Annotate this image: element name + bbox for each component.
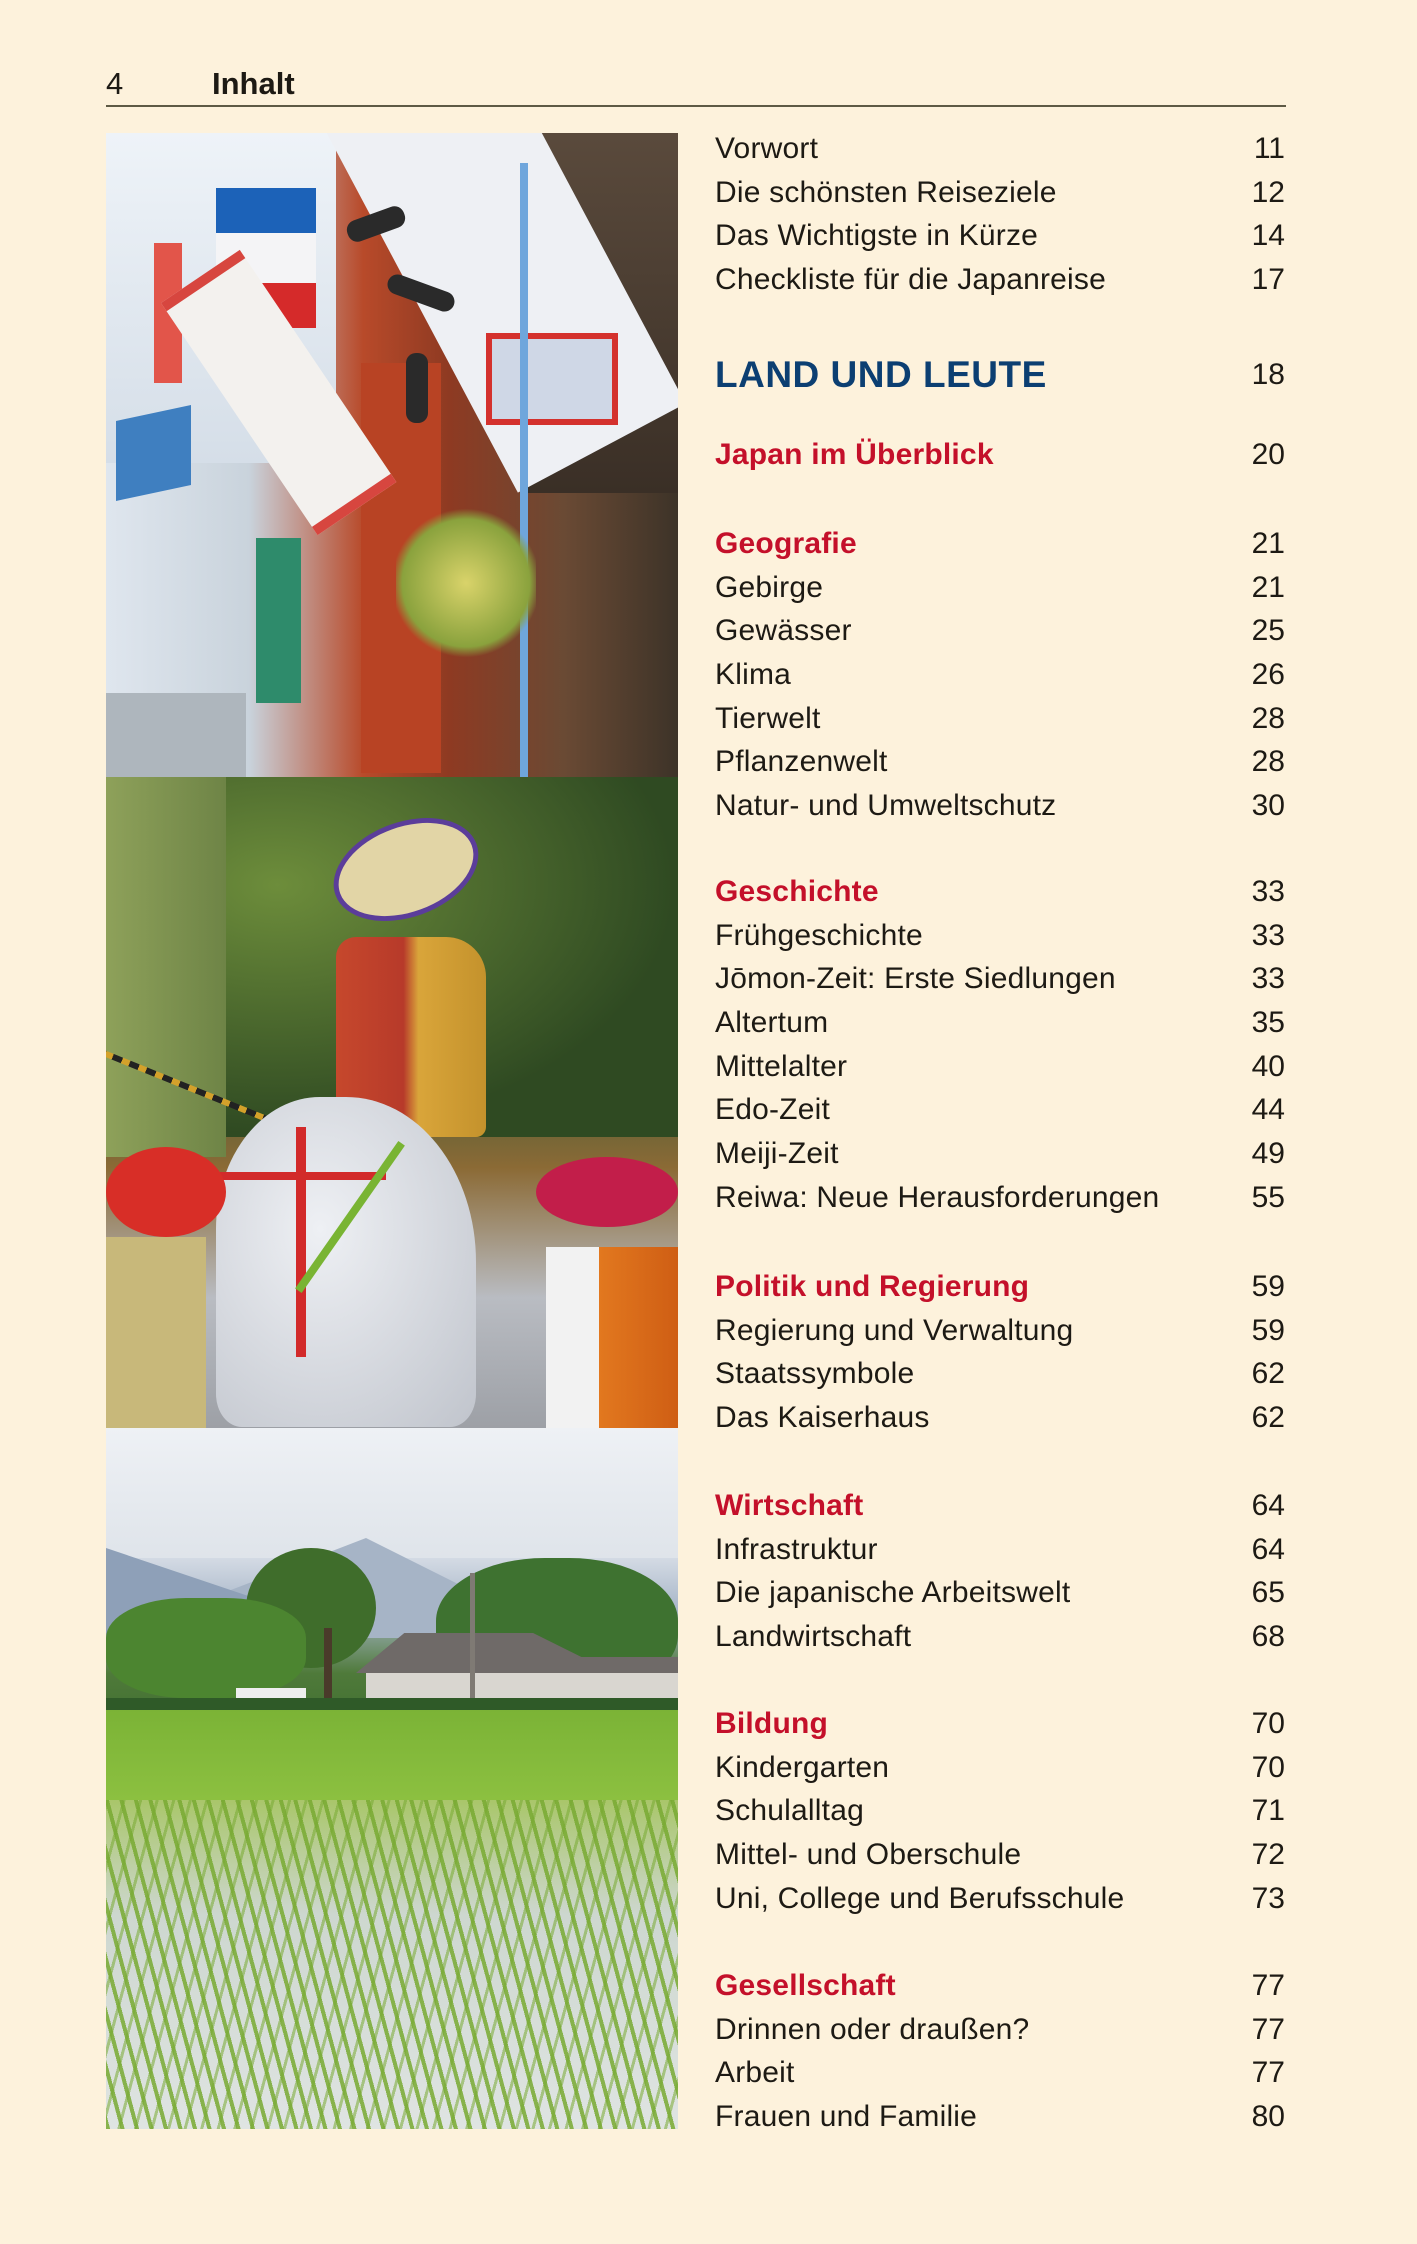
toc-entry-title: Das Kaiserhaus xyxy=(715,1401,930,1435)
section-heading[interactable] xyxy=(715,1702,1285,1746)
toc-entry[interactable] xyxy=(715,1176,1285,1220)
toc-entry-title: Gebirge xyxy=(715,570,824,604)
toc-entry-page: 62 xyxy=(1251,1401,1285,1435)
page-number: 4 xyxy=(106,66,124,101)
toc-entry-page: 77 xyxy=(1251,2056,1285,2090)
section-page: 33 xyxy=(1251,875,1285,908)
toc-entry-title: Arbeit xyxy=(715,2056,795,2090)
toc-part-heading xyxy=(715,353,1285,397)
toc-section-japan-im-ueberblick[interactable] xyxy=(715,433,1285,477)
toc-entry-page: 65 xyxy=(1251,1576,1285,1610)
toc-entry-title: Drinnen oder draußen? xyxy=(715,2012,1030,2046)
photo-yabusame-rider xyxy=(106,777,678,1428)
toc-entry-page: 73 xyxy=(1251,1881,1285,1915)
toc-entry-page: 44 xyxy=(1251,1093,1285,1127)
section-page: 20 xyxy=(1251,438,1285,471)
section-title: Bildung xyxy=(715,1707,829,1740)
toc-entry-title: Schulalltag xyxy=(715,1794,864,1828)
section-heading[interactable] xyxy=(715,1265,1285,1309)
section-title: Geografie xyxy=(715,527,857,560)
toc-entry-page: 28 xyxy=(1251,745,1285,779)
section-page: 59 xyxy=(1251,1270,1285,1303)
toc-entry[interactable] xyxy=(715,2095,1285,2139)
photo-street-banners xyxy=(106,133,678,777)
toc-section-gesellschaft xyxy=(715,1964,1285,2139)
toc-entry-title: Altertum xyxy=(715,1006,829,1040)
toc-entry[interactable] xyxy=(715,1001,1285,1045)
toc-entry-title: Checkliste für die Japanreise xyxy=(715,263,1106,297)
toc-entry[interactable] xyxy=(715,566,1285,610)
toc-entry-page: 26 xyxy=(1251,658,1285,692)
toc-entry-page: 64 xyxy=(1251,1532,1285,1566)
toc-entry-page: 71 xyxy=(1251,1794,1285,1828)
toc-entry[interactable] xyxy=(715,127,1285,171)
running-title: Inhalt xyxy=(212,66,295,101)
toc-entry[interactable] xyxy=(715,2008,1285,2052)
toc-entry-title: Kindergarten xyxy=(715,1750,890,1784)
section-title: Politik und Regierung xyxy=(715,1270,1030,1303)
toc-entry[interactable] xyxy=(715,609,1285,653)
toc-entry-title: Gewässer xyxy=(715,614,852,648)
toc-entry[interactable] xyxy=(715,214,1285,258)
toc-entry-page: 33 xyxy=(1251,962,1285,996)
toc-entry-page: 30 xyxy=(1251,789,1285,823)
toc-entry-title: Reiwa: Neue Herausforderungen xyxy=(715,1180,1160,1214)
part-title: LAND UND LEUTE xyxy=(715,354,1047,395)
toc-entry-page: 17 xyxy=(1251,263,1285,297)
toc-entry[interactable] xyxy=(715,1045,1285,1089)
toc-entry[interactable] xyxy=(715,740,1285,784)
toc-entry-page: 35 xyxy=(1251,1006,1285,1040)
toc-entry[interactable] xyxy=(715,258,1285,302)
toc-entry-page: 21 xyxy=(1251,570,1285,604)
photo-rice-field xyxy=(106,1428,678,2129)
toc-entry-title: Mittel- und Oberschule xyxy=(715,1838,1022,1872)
toc-entry-title: Regierung und Verwaltung xyxy=(715,1313,1074,1347)
part-page: 18 xyxy=(1251,358,1285,391)
toc-entry-title: Frühgeschichte xyxy=(715,918,923,952)
toc-entry-title: Uni, College und Berufsschule xyxy=(715,1881,1125,1915)
toc-entry-title: Klima xyxy=(715,658,792,692)
toc-entry[interactable] xyxy=(715,1352,1285,1396)
toc-entry[interactable] xyxy=(715,957,1285,1001)
toc-entry[interactable] xyxy=(715,653,1285,697)
section-heading[interactable] xyxy=(715,1964,1285,2008)
toc-entry-page: 62 xyxy=(1251,1357,1285,1391)
toc-entry-page: 12 xyxy=(1251,175,1285,209)
toc-entry-title: Tierwelt xyxy=(715,701,821,735)
toc-entry-page: 59 xyxy=(1251,1313,1285,1347)
section-page: 21 xyxy=(1251,527,1285,560)
toc-entry-title: Vorwort xyxy=(715,132,819,165)
toc-entry-title: Die schönsten Reiseziele xyxy=(715,175,1057,209)
toc-entry-title: Das Wichtigste in Kürze xyxy=(715,219,1039,253)
toc-entry[interactable] xyxy=(715,914,1285,958)
toc-section-bildung xyxy=(715,1702,1285,1920)
toc-entry-title: Pflanzenwelt xyxy=(715,745,888,779)
toc-entry[interactable] xyxy=(715,697,1285,741)
section-page: 70 xyxy=(1251,1707,1285,1740)
toc-entry[interactable] xyxy=(715,1571,1285,1615)
toc-entry[interactable] xyxy=(715,1088,1285,1132)
section-heading[interactable] xyxy=(715,870,1285,914)
toc-entry[interactable] xyxy=(715,1132,1285,1176)
toc-section-politik xyxy=(715,1265,1285,1440)
toc-overview xyxy=(715,433,1285,477)
toc-entry[interactable] xyxy=(715,1746,1285,1790)
toc-entry-page: 25 xyxy=(1251,614,1285,648)
toc-entry-page: 72 xyxy=(1251,1838,1285,1872)
section-title: Gesellschaft xyxy=(715,1969,896,2002)
toc-entry-page: 70 xyxy=(1251,1750,1285,1784)
toc-entry[interactable] xyxy=(715,1789,1285,1833)
toc-entry[interactable] xyxy=(715,1396,1285,1440)
toc-entry-title: Frauen und Familie xyxy=(715,2100,978,2134)
section-title: Geschichte xyxy=(715,875,879,908)
toc-entry-page: 49 xyxy=(1251,1137,1285,1171)
toc-entry[interactable] xyxy=(715,1615,1285,1659)
section-title: Wirtschaft xyxy=(715,1489,864,1522)
toc-entry-page: 11 xyxy=(1253,132,1285,165)
toc-entry-page: 55 xyxy=(1251,1180,1285,1214)
toc-entry-page: 40 xyxy=(1251,1049,1285,1083)
toc-section-geografie xyxy=(715,522,1285,828)
toc-entry[interactable] xyxy=(715,1833,1285,1877)
toc-entry-title: Mittelalter xyxy=(715,1049,848,1083)
toc-entry-title: Meiji-Zeit xyxy=(715,1137,839,1171)
toc-entry[interactable] xyxy=(715,1877,1285,1921)
toc-entry-title: Edo-Zeit xyxy=(715,1093,830,1127)
toc-entry[interactable] xyxy=(715,1528,1285,1572)
toc-entry-page: 68 xyxy=(1251,1620,1285,1654)
toc-part-land-und-leute[interactable] xyxy=(715,353,1285,397)
toc-front-matter xyxy=(715,127,1285,302)
section-heading[interactable] xyxy=(715,1484,1285,1528)
toc-entry[interactable] xyxy=(715,1309,1285,1353)
toc-entry-page: 14 xyxy=(1251,219,1285,253)
toc-entry-title: Infrastruktur xyxy=(715,1532,878,1566)
toc-entry-page: 80 xyxy=(1251,2100,1285,2134)
toc-entry-page: 33 xyxy=(1251,918,1285,952)
toc-entry-title: Jōmon-Zeit: Erste Siedlungen xyxy=(715,962,1116,996)
toc-entry[interactable] xyxy=(715,2051,1285,2095)
toc-section-wirtschaft xyxy=(715,1484,1285,1659)
toc-entry-title: Staatssymbole xyxy=(715,1357,915,1391)
toc-entry-title: Natur- und Umweltschutz xyxy=(715,789,1057,823)
header-rule xyxy=(106,105,1286,107)
section-heading[interactable] xyxy=(715,522,1285,566)
toc-entry-title: Die japanische Arbeitswelt xyxy=(715,1576,1071,1610)
section-title: Japan im Überblick xyxy=(715,438,994,471)
toc-entry-page: 77 xyxy=(1251,2012,1285,2046)
toc-section-geschichte xyxy=(715,870,1285,1220)
toc-entry[interactable] xyxy=(715,171,1285,215)
section-page: 77 xyxy=(1251,1969,1285,2002)
toc-entry[interactable] xyxy=(715,784,1285,828)
section-page: 64 xyxy=(1251,1489,1285,1522)
toc-entry-page: 28 xyxy=(1251,701,1285,735)
toc-entry-title: Landwirtschaft xyxy=(715,1620,912,1654)
